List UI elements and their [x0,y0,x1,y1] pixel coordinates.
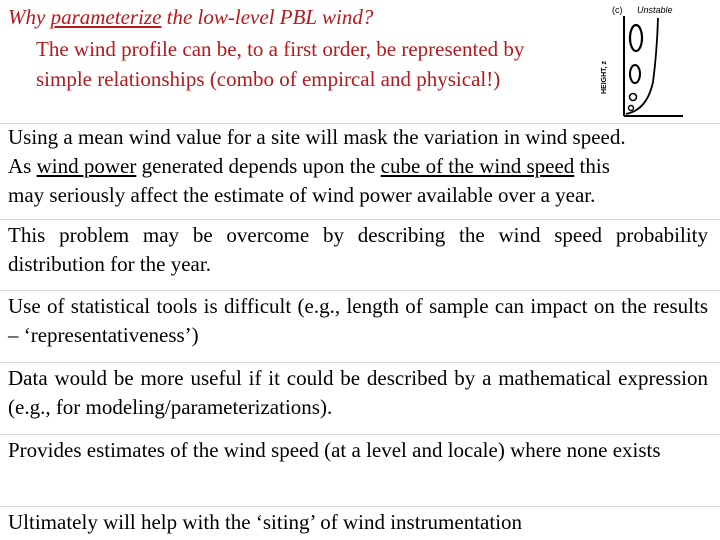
height-axis-label: HEIGHT, z [601,60,608,94]
cube-of-wind-speed-term: cube of the wind speed [380,154,575,178]
wind-profile-figure [595,2,685,120]
paragraph-estimates: Provides estimates of the wind speed (at a level and locale) where none exists [8,438,661,462]
tiny-eddy-icon [629,106,634,111]
paragraph-siting: Ultimately will help with the ‘siting’ of wind instrumentation [8,510,523,534]
divider [0,362,720,363]
divider [0,434,720,435]
title-suffix: the low-level PBL wind? [161,5,374,29]
figure-condition-label: Unstable [637,5,673,15]
figure-panel-label: (c) [612,5,623,15]
slide-title [8,4,373,30]
paragraph-statistical-tools: Use of statistical tools is difficult (e.g., length of sample can impact on the results – ‘representativeness’) [8,294,708,347]
medium-eddy-icon [630,65,640,83]
text-span: generated depends upon the [136,154,381,178]
paragraph-probability: This problem may be overcome by describing the wind speed probability distribution for the year. [8,223,708,276]
title-prefix: Why [8,5,51,29]
paragraph-line-3: may seriously affect the estimate of wind power available over a year. [8,183,596,207]
title-emphasis: parameterize [50,5,162,29]
paragraph-mean-wind [8,123,708,210]
small-eddy-icon [630,94,637,101]
divider [0,219,720,220]
wind-profile-diagram [595,2,685,120]
divider [0,506,720,507]
paragraph-line-2 [8,152,708,181]
large-eddy-icon [630,25,642,51]
text-span: this [574,154,610,178]
paragraph-mathematical-expression: Data would be more useful if it could be described by a mathematical expression (e.g., for modeling/parameterizations). [8,366,708,419]
subtitle-line-1: The wind profile can be, to a first order, be represented by [36,37,525,61]
divider [0,290,720,291]
text-span: As [8,154,37,178]
paragraph-line-1: Using a mean wind value for a site will mask the variation in wind speed. [8,125,626,149]
wind-power-term: wind power [36,154,137,178]
subtitle-line-2: simple relationships (combo of empircal and physical!) [36,67,501,91]
